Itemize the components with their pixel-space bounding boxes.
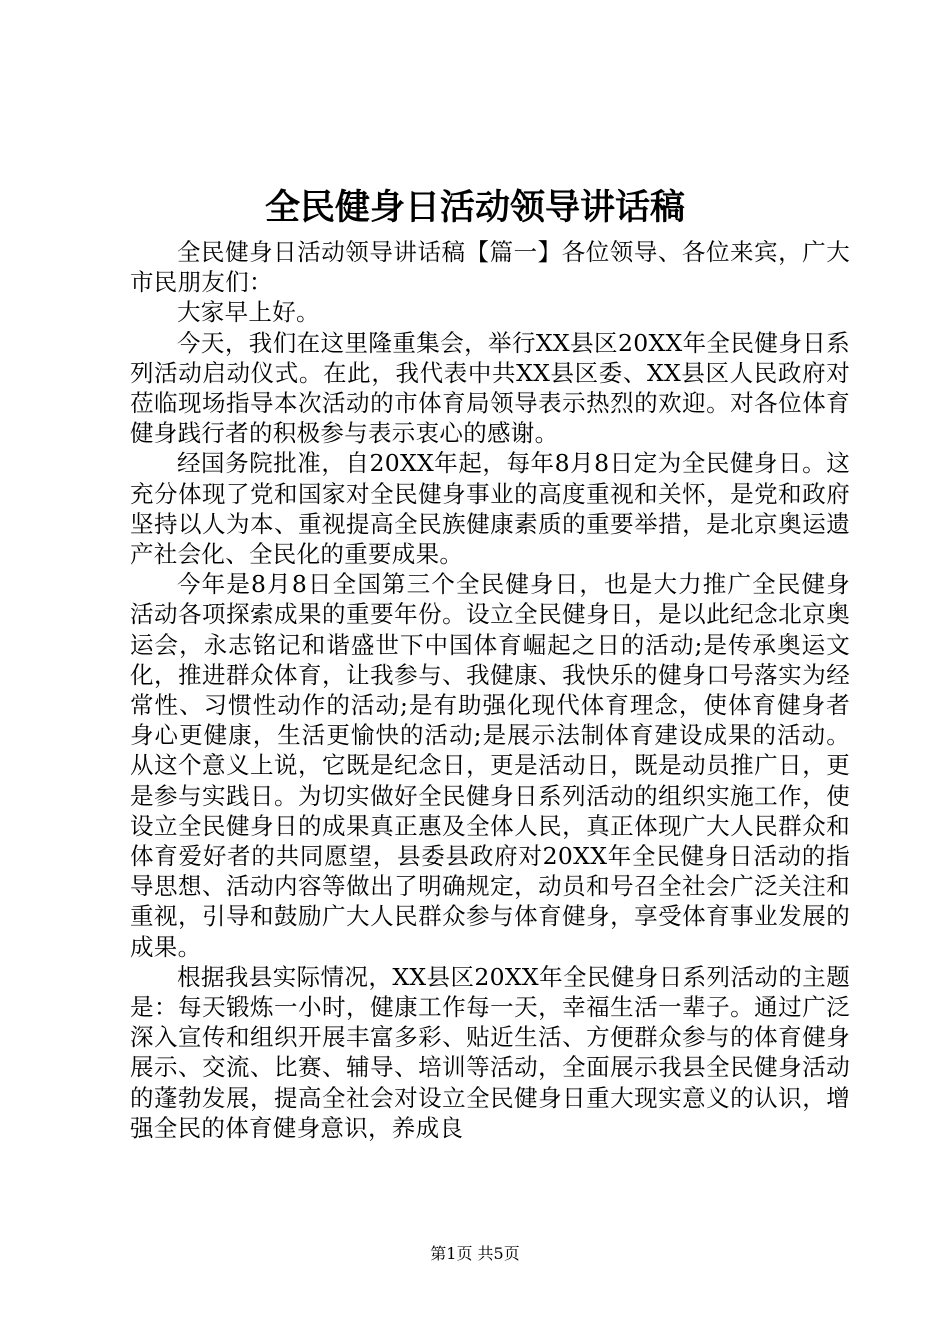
paragraph-3: 今天，我们在这里隆重集会，举行XX县区20XX年全民健身日系列活动启动仪式。在此，我代表中共XX县区委、XX县区人民政府对莅临现场指导本次活动的市体育局领导表示热烈的欢迎。对各位体育健身践行者的积极参与表示衷心的感谢。 [130,328,850,448]
document-body [130,237,850,1143]
paragraph-1: 全民健身日活动领导讲话稿【篇一】各位领导、各位来宾，广大市民朋友们： [130,238,850,297]
paragraph-5: 今年是8月8日全国第三个全民健身日，也是大力推广全民健身活动各项探索成果的重要年份。设立全民健身日，是以此纪念北京奥运会，永志铭记和谐盛世下中国体育崛起之日的活动;是传承奥运文化，推进群众体育，让我参与、我健康、我快乐的健身口号落实为经常性、习惯性动作的活动;是有助强化现代体育理念，使体育健身者身心更健康，生活更愉快的活动;是展示法制体育建设成果的活动。从这个意义上说，它既是纪念日，更是活动日，既是动员推广日，更是参与实践日。为切实做好全民健身日系列活动的组织实施工作，使设立全民健身日的成果真正惠及全体人民，真正体现广大人民群众和体育爱好者的共同愿望，县委县政府对20XX年全民健身日活动的指导思想、活动内容等做出了明确规定，动员和号召全社会广泛关注和重视，引导和鼓励广大人民群众参与体育健身，享受体育事业发展的成果。 [130,570,850,961]
paragraph-2: 大家早上好。 [177,298,320,327]
paragraph-4: 经国务院批准，自20XX年起，每年8月8日定为全民健身日。这充分体现了党和国家对全民健身事业的高度重视和关怀，是党和政府坚持以人为本、重视提高全民族健康素质的重要举措，是北京奥运遗产社会化、全民化的重要成果。 [130,449,850,569]
page-number-footer: 第1页 共5页 [430,1244,520,1263]
paragraph-6: 根据我县实际情况，XX县区20XX年全民健身日系列活动的主题是：每天锻炼一小时，健康工作每一天，幸福生活一辈子。通过广泛深入宣传和组织开展丰富多彩、贴近生活、方便群众参与的体育健身展示、交流、比赛、辅导、培训等活动，全面展示我县全民健身活动的蓬勃发展，提高全社会对设立全民健身日重大现实意义的认识，增强全民的体育健身意识，养成良 [130,962,850,1142]
document-title: 全民健身日活动领导讲话稿 [264,187,685,228]
